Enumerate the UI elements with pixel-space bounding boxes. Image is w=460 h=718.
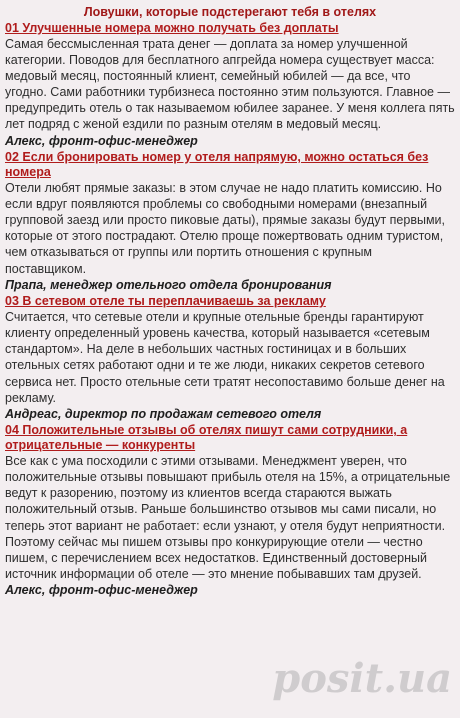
section-author: Алекс, фронт-офис-менеджер bbox=[5, 133, 198, 148]
section-author: Алекс, фронт-офис-менеджер bbox=[5, 582, 198, 597]
section-body: Все как с ума посходили с этими отзывами. Менеджмент уверен, что положительные отзывы повышают прибыль отеля на 15%, а отрицательные ведут к разорению, поэтому из клиентов всегда стараются выжать положительный отзыв. Раньше большинство отзывов мы сами писали, но теперь этот вариант не работает: если узнают, у отеля будут неприятности. Поэтому сейчас мы пишем отзывы про конкурирующие отели — честно пишем, с перечислением всех недостатков. Единственный достоверный источник информации об отеле — это мнение побывавших там друзей. bbox=[5, 454, 451, 581]
section-4 bbox=[5, 423, 455, 598]
section-author: Прапа, менеджер отельного отдела бронирования bbox=[5, 277, 332, 292]
section-3 bbox=[5, 294, 455, 422]
section-heading: 01 Улучшенные номера можно получать без доплаты bbox=[5, 21, 339, 35]
section-body: Самая бессмысленная трата денег — доплата за номер улучшенной категории. Поводов для бесплатного апгрейда номера существует масса: медовый месяц, постоянный клиент, семейный юбилей — да все, что угодно. Сами работники турбизнеса постоянно этим пользуются. Главное — предупредить отель о так называемом юбилее заранее. У меня коллега пять лет подряд с женой ездили по разным отелям в медовый месяц. bbox=[5, 37, 455, 132]
section-author: Андреас, директор по продажам сетевого отеля bbox=[5, 406, 322, 421]
watermark-logo: posit.ua bbox=[272, 655, 452, 702]
section-body: Считается, что сетевые отели и крупные отельные бренды гарантируют клиенту определенный уровень качества, который называется «сетевым стандартом». На деле в небольших частных гостиницах и в больших отельных сетях работают одни и те же люди, никаких секретов сетевого сервиса нет. Просто отельные сети тратят несопоставимо больше денег на рекламу. bbox=[5, 310, 445, 405]
page-title: Ловушки, которые подстерегают тебя в отелях bbox=[83, 5, 377, 19]
section-heading: 02 Если бронировать номер у отеля напрямую, можно остаться без номера bbox=[5, 150, 429, 180]
section-heading: 04 Положительные отзывы об отелях пишут сами сотрудники, а отрицательные — конкуренты bbox=[5, 423, 408, 453]
section-1 bbox=[5, 21, 455, 149]
section-body: Отели любят прямые заказы: в этом случае не надо платить комиссию. Но если вдруг появляются проблемы со свободными номерами (внезапный групповой заезд или просто пиковые даты), прямые заказы будут первыми, которые от этого пострадают. Отелю проще пожертвовать одним туристом, чем отказываться от группы или портить отношения с крупным поставщиком. bbox=[5, 181, 446, 276]
section-heading: 03 В сетевом отеле ты переплачиваешь за рекламу bbox=[5, 294, 326, 309]
section-2 bbox=[5, 150, 455, 293]
